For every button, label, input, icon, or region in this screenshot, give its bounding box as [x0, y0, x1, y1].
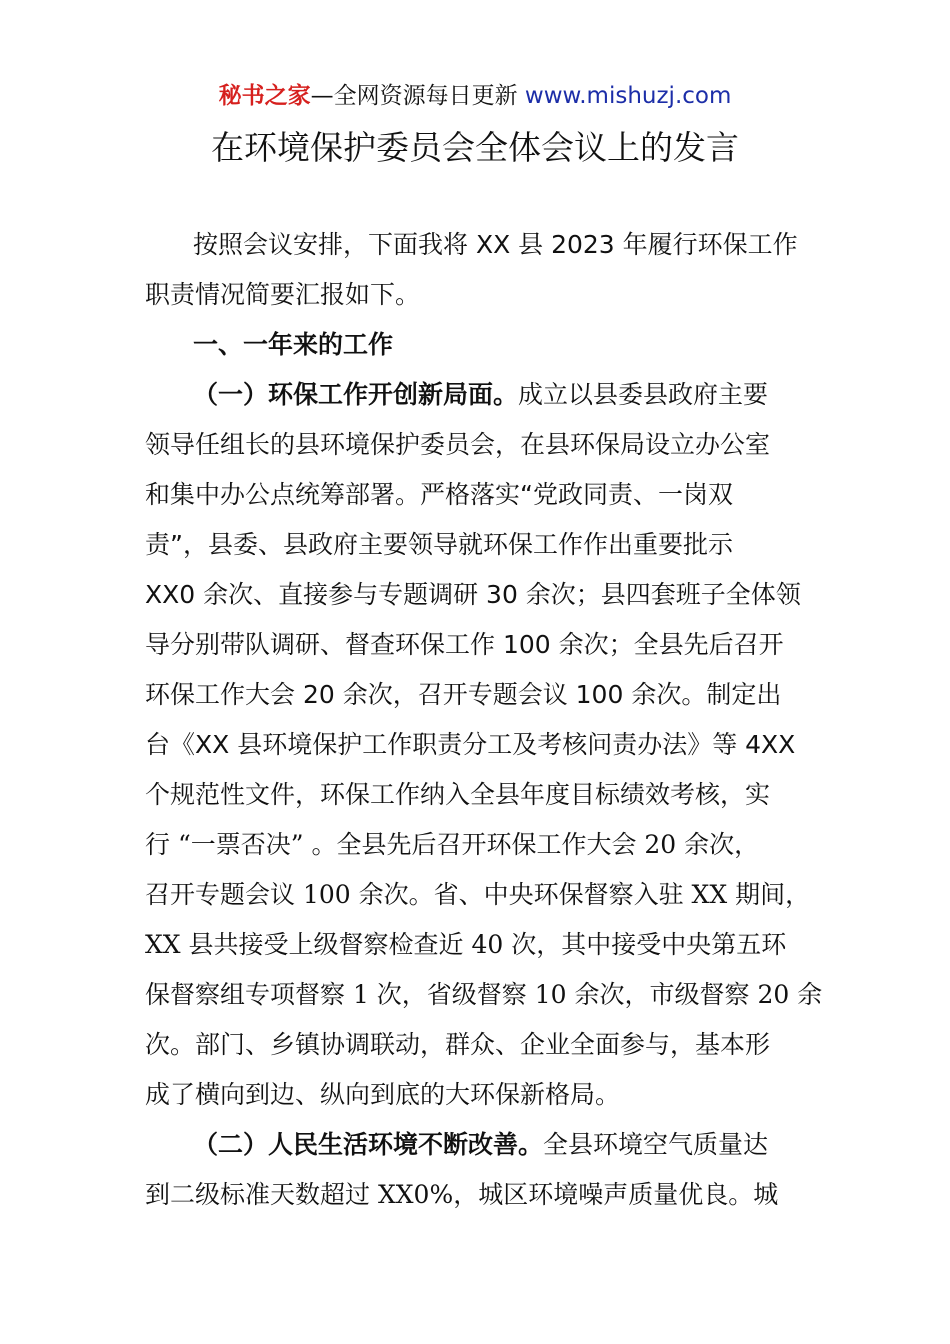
- line-text: 责”，县委、县政府主要领导就环保工作作出重要批示: [145, 530, 733, 559]
- paragraph-line: [0, 528, 950, 562]
- document-title: 在环境保护委员会全体会议上的发言: [211, 128, 739, 167]
- header-tagline: —全网资源每日更新: [310, 83, 518, 109]
- paragraph-line: [0, 928, 950, 962]
- line-text: 台《XX 县环境保护工作职责分工及考核问责办法》等 4XX: [145, 730, 796, 759]
- section-heading: [0, 328, 950, 362]
- line-text: 导分别带队调研、督查环保工作 100 余次；全县先后召开: [145, 630, 784, 659]
- section-heading-text: 一、一年来的工作: [193, 330, 394, 359]
- paragraph-line: [0, 378, 950, 412]
- paragraph-line: [0, 778, 950, 812]
- line-text: 召开专题会议 100 余次。省、中央环保督察入驻 XX 期间，: [145, 880, 811, 909]
- paragraph-line: [0, 1028, 950, 1062]
- paragraph-line: [0, 878, 950, 912]
- paragraph-line: [0, 678, 950, 712]
- line-text: 次。部门、乡镇协调联动，群众、企业全面参与，基本形: [145, 1030, 771, 1059]
- line-text: XX 县共接受上级督察检查近 40 次，其中接受中央第五环: [145, 930, 787, 959]
- paragraph-line: [0, 978, 950, 1012]
- site-url-link[interactable]: www.mishuzj.com: [524, 83, 732, 109]
- paragraph-line: [0, 828, 950, 862]
- brand-name: 秘书之家: [218, 83, 311, 109]
- paragraph-line: [0, 228, 950, 262]
- subsection-heading: （二）人民生活环境不断改善。: [193, 1130, 544, 1159]
- paragraph-line: [0, 1178, 950, 1212]
- paragraph-line: [0, 428, 950, 462]
- line-text: 职责情况简要汇报如下。: [145, 280, 421, 309]
- line-text: 行 “一票否决” 。全县先后召开环保工作大会 20 余次，: [145, 830, 760, 859]
- line-text: 环保工作大会 20 余次，召开专题会议 100 余次。制定出: [145, 680, 782, 709]
- paragraph-line: [0, 1078, 950, 1112]
- line-text: XX0 余次、直接参与专题调研 30 余次；县四套班子全体领: [145, 580, 801, 609]
- paragraph-line: [0, 578, 950, 612]
- paragraph-line: [0, 1128, 950, 1162]
- line-text: 和集中办公点统筹部署。严格落实“党政同责、一岗双: [145, 480, 733, 509]
- line-text: 领导任组长的县环境保护委员会，在县环保局设立办公室: [145, 430, 771, 459]
- line-text: 成立以县委县政府主要: [518, 380, 769, 409]
- line-text: 个规范性文件，环保工作纳入全县年度目标绩效考核，实: [145, 780, 771, 809]
- line-text: 全县环境空气质量达: [543, 1130, 769, 1159]
- subsection-heading: （一）环保工作开创新局面。: [193, 380, 519, 409]
- site-header: [0, 80, 950, 112]
- line-text: 到二级标准天数超过 XX0%，城区环境噪声质量优良。城: [145, 1180, 779, 1209]
- line-text: 按照会议安排，下面我将 XX 县 2023 年履行环保工作: [193, 230, 798, 259]
- paragraph-line: [0, 728, 950, 762]
- paragraph-line: [0, 278, 950, 312]
- paragraph-line: [0, 478, 950, 512]
- line-text: 保督察组专项督察 1 次，省级督察 10 余次，市级督察 20 余: [145, 980, 823, 1009]
- line-text: 成了横向到边、纵向到底的大环保新格局。: [145, 1080, 621, 1109]
- paragraph-line: [0, 628, 950, 662]
